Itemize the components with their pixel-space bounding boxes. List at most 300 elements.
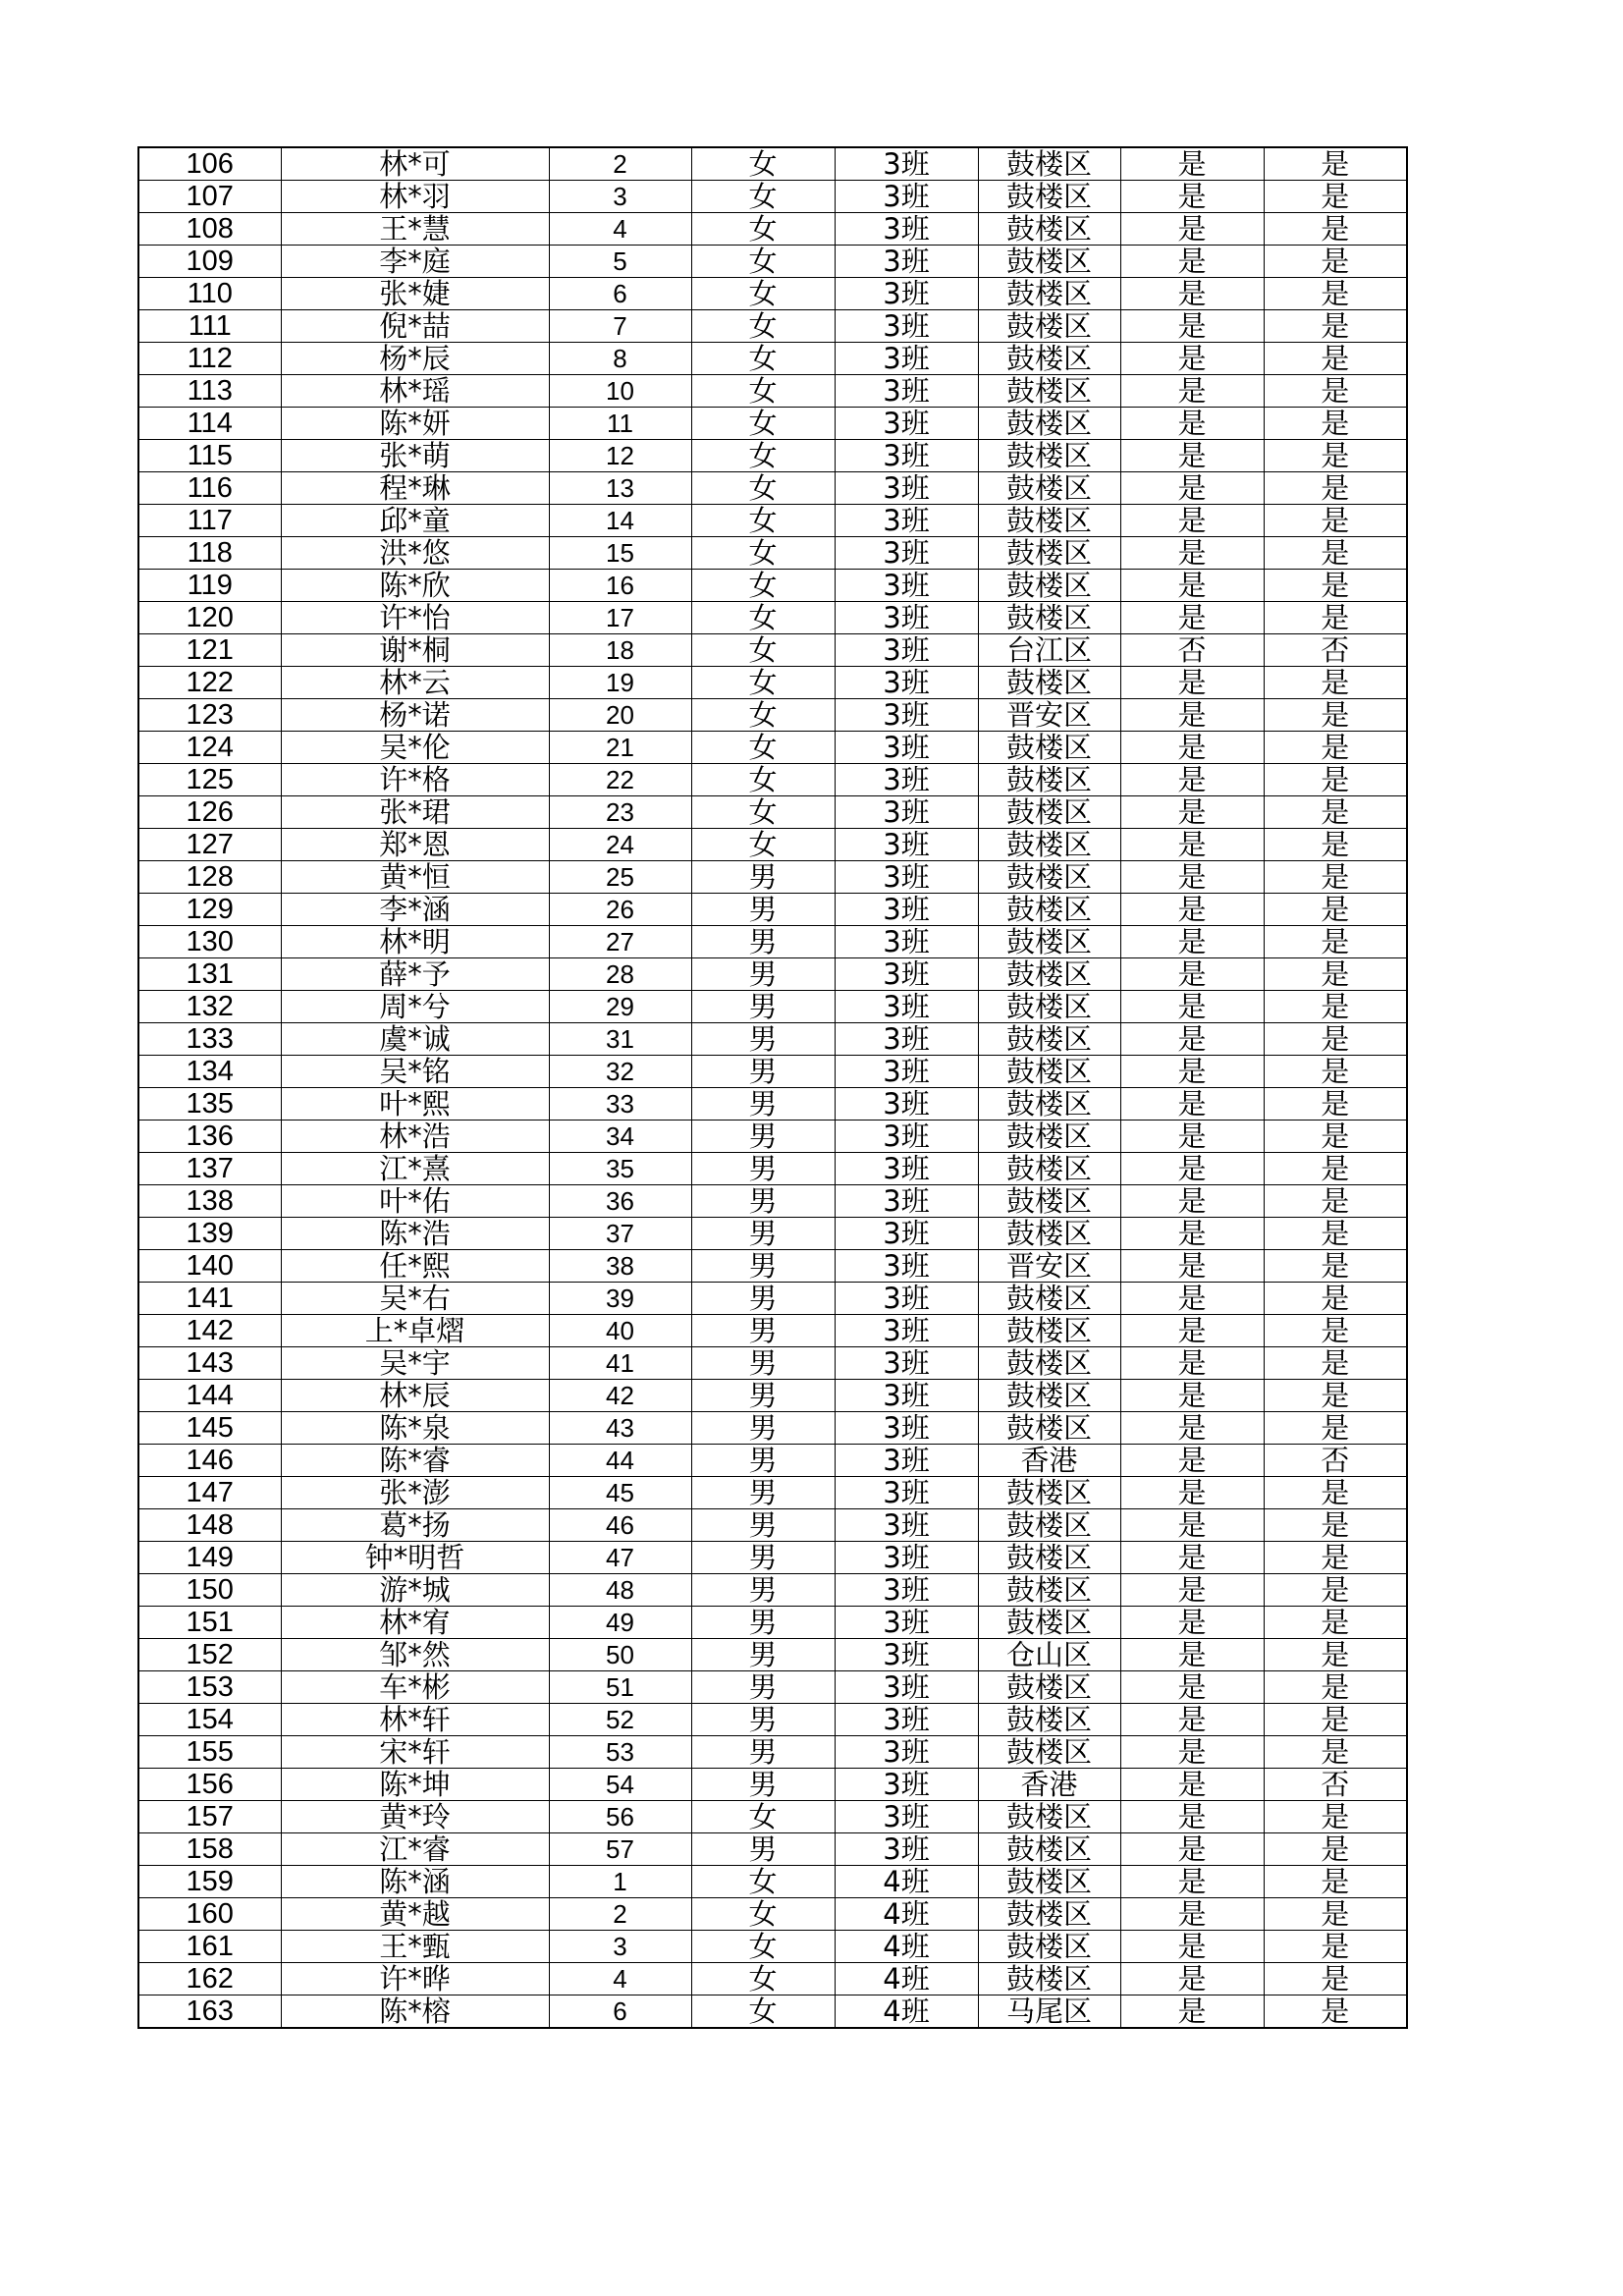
cell-flag-1: 是 [1120, 310, 1264, 343]
cell-index: 136 [138, 1121, 281, 1153]
cell-seat-number: 7 [549, 310, 691, 343]
cell-index: 124 [138, 732, 281, 764]
cell-flag-1: 是 [1120, 147, 1264, 181]
cell-district: 仓山区 [978, 1639, 1120, 1671]
cell-flag-2: 是 [1264, 1412, 1407, 1445]
cell-gender: 女 [691, 699, 835, 732]
cell-index: 145 [138, 1412, 281, 1445]
cell-name: 林*瑶 [281, 375, 549, 408]
cell-gender: 女 [691, 732, 835, 764]
cell-district: 鼓楼区 [978, 343, 1120, 375]
cell-district: 马尾区 [978, 1995, 1120, 2029]
cell-flag-1: 是 [1120, 764, 1264, 796]
cell-gender: 女 [691, 829, 835, 861]
cell-seat-number: 54 [549, 1769, 691, 1801]
cell-class: 3班 [835, 1250, 978, 1283]
cell-seat-number: 17 [549, 602, 691, 634]
table-row [138, 1250, 1407, 1283]
cell-flag-1: 是 [1120, 472, 1264, 505]
table-row [138, 602, 1407, 634]
cell-name: 林*明 [281, 926, 549, 958]
cell-district: 鼓楼区 [978, 440, 1120, 472]
cell-name: 吴*右 [281, 1283, 549, 1315]
cell-flag-1: 是 [1120, 505, 1264, 537]
cell-seat-number: 2 [549, 147, 691, 181]
cell-flag-1: 是 [1120, 375, 1264, 408]
cell-name: 林*可 [281, 147, 549, 181]
cell-class: 3班 [835, 991, 978, 1023]
cell-name: 陈*泉 [281, 1412, 549, 1445]
cell-flag-2: 是 [1264, 278, 1407, 310]
cell-index: 109 [138, 246, 281, 278]
cell-district: 鼓楼区 [978, 829, 1120, 861]
cell-name: 李*涵 [281, 894, 549, 926]
cell-name: 陈*涵 [281, 1866, 549, 1898]
cell-flag-1: 是 [1120, 1185, 1264, 1218]
cell-seat-number: 12 [549, 440, 691, 472]
table-row [138, 829, 1407, 861]
cell-flag-1: 是 [1120, 829, 1264, 861]
cell-flag-2: 是 [1264, 213, 1407, 246]
cell-seat-number: 26 [549, 894, 691, 926]
cell-seat-number: 57 [549, 1833, 691, 1866]
cell-index: 150 [138, 1574, 281, 1607]
cell-flag-2: 是 [1264, 1315, 1407, 1347]
cell-index: 134 [138, 1056, 281, 1088]
cell-seat-number: 2 [549, 1898, 691, 1931]
cell-flag-2: 是 [1264, 1963, 1407, 1995]
cell-flag-2: 是 [1264, 505, 1407, 537]
cell-flag-1: 是 [1120, 278, 1264, 310]
cell-class: 3班 [835, 1121, 978, 1153]
cell-district: 鼓楼区 [978, 1412, 1120, 1445]
cell-flag-1: 是 [1120, 1023, 1264, 1056]
cell-seat-number: 53 [549, 1736, 691, 1769]
cell-index: 122 [138, 667, 281, 699]
cell-class: 4班 [835, 1963, 978, 1995]
cell-seat-number: 46 [549, 1509, 691, 1542]
cell-flag-2: 是 [1264, 408, 1407, 440]
cell-seat-number: 13 [549, 472, 691, 505]
cell-flag-2: 是 [1264, 310, 1407, 343]
cell-gender: 女 [691, 1866, 835, 1898]
cell-flag-1: 是 [1120, 537, 1264, 570]
cell-district: 鼓楼区 [978, 602, 1120, 634]
table-row [138, 505, 1407, 537]
cell-seat-number: 22 [549, 764, 691, 796]
cell-index: 162 [138, 1963, 281, 1995]
cell-gender: 男 [691, 926, 835, 958]
cell-flag-2: 是 [1264, 1574, 1407, 1607]
cell-class: 3班 [835, 1509, 978, 1542]
cell-name: 许*怡 [281, 602, 549, 634]
cell-seat-number: 43 [549, 1412, 691, 1445]
cell-flag-2: 是 [1264, 147, 1407, 181]
cell-index: 126 [138, 796, 281, 829]
cell-flag-2: 是 [1264, 1833, 1407, 1866]
cell-seat-number: 48 [549, 1574, 691, 1607]
cell-flag-1: 是 [1120, 1607, 1264, 1639]
cell-index: 146 [138, 1445, 281, 1477]
cell-flag-2: 是 [1264, 991, 1407, 1023]
cell-name: 陈*坤 [281, 1769, 549, 1801]
cell-index: 153 [138, 1671, 281, 1704]
cell-class: 3班 [835, 570, 978, 602]
cell-gender: 女 [691, 213, 835, 246]
cell-name: 吴*宇 [281, 1347, 549, 1380]
cell-index: 108 [138, 213, 281, 246]
cell-index: 106 [138, 147, 281, 181]
cell-gender: 女 [691, 181, 835, 213]
cell-name: 吴*伦 [281, 732, 549, 764]
cell-index: 113 [138, 375, 281, 408]
cell-gender: 男 [691, 1185, 835, 1218]
cell-index: 130 [138, 926, 281, 958]
cell-gender: 女 [691, 408, 835, 440]
cell-flag-2: 否 [1264, 1769, 1407, 1801]
cell-district: 晋安区 [978, 1250, 1120, 1283]
cell-class: 3班 [835, 1023, 978, 1056]
cell-district: 晋安区 [978, 699, 1120, 732]
cell-flag-1: 是 [1120, 408, 1264, 440]
cell-flag-1: 是 [1120, 1866, 1264, 1898]
table-row [138, 246, 1407, 278]
cell-name: 车*彬 [281, 1671, 549, 1704]
cell-seat-number: 6 [549, 1995, 691, 2029]
cell-gender: 男 [691, 1671, 835, 1704]
cell-flag-2: 是 [1264, 1023, 1407, 1056]
cell-seat-number: 42 [549, 1380, 691, 1412]
cell-index: 118 [138, 537, 281, 570]
cell-seat-number: 18 [549, 634, 691, 667]
cell-seat-number: 5 [549, 246, 691, 278]
cell-seat-number: 35 [549, 1153, 691, 1185]
cell-seat-number: 3 [549, 1931, 691, 1963]
table-row [138, 634, 1407, 667]
cell-flag-1: 是 [1120, 1801, 1264, 1833]
cell-district: 鼓楼区 [978, 1283, 1120, 1315]
cell-district: 鼓楼区 [978, 1574, 1120, 1607]
cell-flag-1: 否 [1120, 634, 1264, 667]
cell-district: 鼓楼区 [978, 732, 1120, 764]
table-row [138, 537, 1407, 570]
cell-class: 3班 [835, 408, 978, 440]
cell-class: 3班 [835, 213, 978, 246]
cell-gender: 女 [691, 472, 835, 505]
cell-gender: 男 [691, 1218, 835, 1250]
table-row [138, 894, 1407, 926]
cell-seat-number: 32 [549, 1056, 691, 1088]
cell-class: 4班 [835, 1898, 978, 1931]
cell-gender: 男 [691, 958, 835, 991]
cell-index: 116 [138, 472, 281, 505]
cell-flag-2: 是 [1264, 440, 1407, 472]
cell-gender: 男 [691, 1380, 835, 1412]
cell-flag-2: 是 [1264, 246, 1407, 278]
cell-class: 3班 [835, 829, 978, 861]
cell-flag-1: 是 [1120, 181, 1264, 213]
cell-flag-1: 是 [1120, 1250, 1264, 1283]
cell-district: 鼓楼区 [978, 1671, 1120, 1704]
cell-index: 133 [138, 1023, 281, 1056]
cell-gender: 男 [691, 1477, 835, 1509]
cell-flag-1: 是 [1120, 1833, 1264, 1866]
cell-index: 120 [138, 602, 281, 634]
cell-seat-number: 25 [549, 861, 691, 894]
cell-flag-2: 是 [1264, 667, 1407, 699]
cell-district: 鼓楼区 [978, 1833, 1120, 1866]
cell-name: 钟*明哲 [281, 1542, 549, 1574]
cell-seat-number: 10 [549, 375, 691, 408]
cell-index: 119 [138, 570, 281, 602]
cell-index: 140 [138, 1250, 281, 1283]
cell-flag-1: 是 [1120, 1542, 1264, 1574]
cell-flag-2: 是 [1264, 1477, 1407, 1509]
cell-name: 张*珺 [281, 796, 549, 829]
cell-name: 吴*铭 [281, 1056, 549, 1088]
cell-index: 158 [138, 1833, 281, 1866]
cell-district: 鼓楼区 [978, 1315, 1120, 1347]
cell-seat-number: 56 [549, 1801, 691, 1833]
cell-district: 鼓楼区 [978, 1898, 1120, 1931]
cell-gender: 男 [691, 1833, 835, 1866]
cell-name: 张*萌 [281, 440, 549, 472]
student-table [137, 146, 1408, 2029]
cell-seat-number: 50 [549, 1639, 691, 1671]
cell-district: 鼓楼区 [978, 147, 1120, 181]
cell-district: 鼓楼区 [978, 1185, 1120, 1218]
cell-class: 3班 [835, 894, 978, 926]
cell-seat-number: 44 [549, 1445, 691, 1477]
cell-flag-1: 是 [1120, 1769, 1264, 1801]
cell-seat-number: 51 [549, 1671, 691, 1704]
cell-index: 147 [138, 1477, 281, 1509]
cell-flag-2: 是 [1264, 926, 1407, 958]
cell-flag-1: 是 [1120, 246, 1264, 278]
cell-class: 3班 [835, 1607, 978, 1639]
cell-gender: 女 [691, 278, 835, 310]
table-row [138, 1185, 1407, 1218]
table-row [138, 1736, 1407, 1769]
cell-flag-1: 是 [1120, 1056, 1264, 1088]
table-row [138, 1056, 1407, 1088]
cell-gender: 女 [691, 1898, 835, 1931]
table-row [138, 1931, 1407, 1963]
cell-name: 叶*熙 [281, 1088, 549, 1121]
cell-flag-2: 是 [1264, 1283, 1407, 1315]
cell-flag-1: 是 [1120, 732, 1264, 764]
table-row [138, 310, 1407, 343]
table-row [138, 1995, 1407, 2029]
cell-district: 鼓楼区 [978, 181, 1120, 213]
cell-flag-2: 是 [1264, 1898, 1407, 1931]
cell-flag-1: 是 [1120, 861, 1264, 894]
table-row [138, 1380, 1407, 1412]
cell-district: 香港 [978, 1445, 1120, 1477]
cell-flag-2: 是 [1264, 1801, 1407, 1833]
cell-flag-1: 是 [1120, 343, 1264, 375]
cell-flag-1: 是 [1120, 1380, 1264, 1412]
cell-class: 3班 [835, 1380, 978, 1412]
cell-gender: 女 [691, 1931, 835, 1963]
cell-class: 3班 [835, 732, 978, 764]
cell-seat-number: 33 [549, 1088, 691, 1121]
cell-seat-number: 4 [549, 1963, 691, 1995]
cell-district: 鼓楼区 [978, 278, 1120, 310]
cell-flag-2: 是 [1264, 1509, 1407, 1542]
cell-name: 黄*恒 [281, 861, 549, 894]
cell-flag-1: 是 [1120, 1283, 1264, 1315]
cell-flag-2: 是 [1264, 537, 1407, 570]
cell-flag-1: 是 [1120, 1736, 1264, 1769]
cell-name: 林*辰 [281, 1380, 549, 1412]
table-row [138, 147, 1407, 181]
cell-class: 3班 [835, 181, 978, 213]
cell-class: 3班 [835, 1736, 978, 1769]
cell-district: 鼓楼区 [978, 796, 1120, 829]
cell-class: 3班 [835, 699, 978, 732]
cell-name: 李*庭 [281, 246, 549, 278]
cell-seat-number: 16 [549, 570, 691, 602]
cell-flag-2: 是 [1264, 1153, 1407, 1185]
table-row [138, 213, 1407, 246]
table-row [138, 1347, 1407, 1380]
cell-flag-1: 是 [1120, 1347, 1264, 1380]
cell-name: 邱*童 [281, 505, 549, 537]
cell-index: 115 [138, 440, 281, 472]
cell-district: 鼓楼区 [978, 537, 1120, 570]
cell-district: 鼓楼区 [978, 505, 1120, 537]
cell-name: 陈*妍 [281, 408, 549, 440]
cell-index: 139 [138, 1218, 281, 1250]
cell-index: 157 [138, 1801, 281, 1833]
cell-class: 3班 [835, 1185, 978, 1218]
cell-class: 3班 [835, 667, 978, 699]
table-row [138, 667, 1407, 699]
cell-district: 鼓楼区 [978, 1347, 1120, 1380]
cell-class: 3班 [835, 472, 978, 505]
cell-district: 鼓楼区 [978, 894, 1120, 926]
cell-class: 3班 [835, 602, 978, 634]
cell-flag-2: 是 [1264, 1218, 1407, 1250]
cell-gender: 女 [691, 667, 835, 699]
cell-index: 161 [138, 1931, 281, 1963]
table-row [138, 1412, 1407, 1445]
table-row [138, 1121, 1407, 1153]
cell-name: 江*熹 [281, 1153, 549, 1185]
cell-seat-number: 40 [549, 1315, 691, 1347]
cell-seat-number: 29 [549, 991, 691, 1023]
cell-index: 152 [138, 1639, 281, 1671]
table-row [138, 343, 1407, 375]
cell-class: 4班 [835, 1995, 978, 2029]
cell-seat-number: 27 [549, 926, 691, 958]
cell-flag-2: 是 [1264, 1736, 1407, 1769]
cell-flag-1: 是 [1120, 1088, 1264, 1121]
cell-class: 3班 [835, 1218, 978, 1250]
cell-seat-number: 4 [549, 213, 691, 246]
table-row [138, 408, 1407, 440]
cell-flag-1: 是 [1120, 1315, 1264, 1347]
cell-index: 141 [138, 1283, 281, 1315]
cell-flag-1: 是 [1120, 1445, 1264, 1477]
cell-flag-1: 是 [1120, 602, 1264, 634]
table-row [138, 1639, 1407, 1671]
cell-flag-2: 是 [1264, 1931, 1407, 1963]
cell-seat-number: 19 [549, 667, 691, 699]
table-row [138, 732, 1407, 764]
table-row [138, 1088, 1407, 1121]
cell-name: 林*浩 [281, 1121, 549, 1153]
cell-index: 129 [138, 894, 281, 926]
cell-seat-number: 23 [549, 796, 691, 829]
cell-flag-2: 是 [1264, 1542, 1407, 1574]
cell-district: 鼓楼区 [978, 472, 1120, 505]
cell-class: 3班 [835, 764, 978, 796]
cell-district: 鼓楼区 [978, 1477, 1120, 1509]
cell-index: 138 [138, 1185, 281, 1218]
cell-name: 陈*欣 [281, 570, 549, 602]
cell-district: 香港 [978, 1769, 1120, 1801]
cell-class: 3班 [835, 861, 978, 894]
cell-gender: 男 [691, 861, 835, 894]
cell-gender: 男 [691, 1574, 835, 1607]
cell-name: 任*熙 [281, 1250, 549, 1283]
cell-district: 鼓楼区 [978, 1153, 1120, 1185]
cell-gender: 男 [691, 1250, 835, 1283]
cell-district: 鼓楼区 [978, 958, 1120, 991]
cell-gender: 男 [691, 1315, 835, 1347]
cell-class: 3班 [835, 537, 978, 570]
cell-class: 3班 [835, 246, 978, 278]
cell-gender: 男 [691, 1509, 835, 1542]
table-row [138, 1477, 1407, 1509]
cell-gender: 男 [691, 1412, 835, 1445]
cell-seat-number: 15 [549, 537, 691, 570]
cell-district: 鼓楼区 [978, 1088, 1120, 1121]
cell-gender: 女 [691, 1801, 835, 1833]
cell-flag-1: 是 [1120, 1574, 1264, 1607]
cell-class: 3班 [835, 310, 978, 343]
cell-seat-number: 11 [549, 408, 691, 440]
cell-district: 鼓楼区 [978, 310, 1120, 343]
cell-seat-number: 3 [549, 181, 691, 213]
cell-flag-1: 是 [1120, 1153, 1264, 1185]
cell-district: 鼓楼区 [978, 764, 1120, 796]
cell-index: 114 [138, 408, 281, 440]
table-row [138, 1963, 1407, 1995]
cell-gender: 男 [691, 1056, 835, 1088]
cell-index: 112 [138, 343, 281, 375]
table-row [138, 1671, 1407, 1704]
cell-name: 林*羽 [281, 181, 549, 213]
table-row [138, 1542, 1407, 1574]
cell-index: 163 [138, 1995, 281, 2029]
cell-flag-1: 是 [1120, 991, 1264, 1023]
cell-gender: 女 [691, 1995, 835, 2029]
cell-flag-1: 是 [1120, 1671, 1264, 1704]
cell-name: 杨*诺 [281, 699, 549, 732]
cell-index: 110 [138, 278, 281, 310]
cell-name: 林*宥 [281, 1607, 549, 1639]
cell-flag-1: 是 [1120, 796, 1264, 829]
cell-class: 3班 [835, 1477, 978, 1509]
cell-district: 鼓楼区 [978, 246, 1120, 278]
cell-name: 宋*轩 [281, 1736, 549, 1769]
table-row [138, 440, 1407, 472]
cell-index: 125 [138, 764, 281, 796]
cell-flag-1: 是 [1120, 1931, 1264, 1963]
